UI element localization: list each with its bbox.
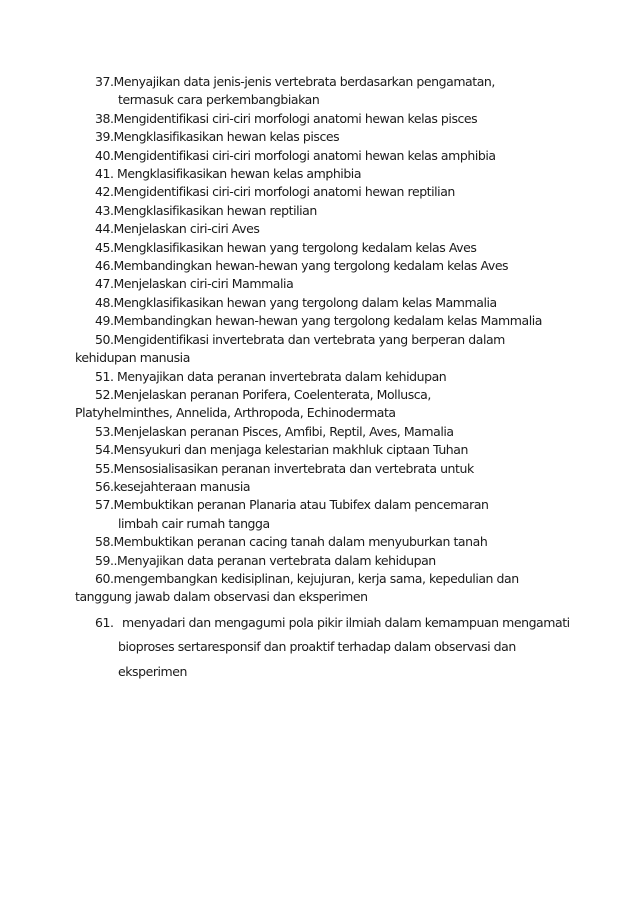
list-item-40: 40.Mengidentifikasi ciri-ciri morfologi anatomi hewan kelas amphibia — [95, 147, 496, 163]
list-item-61-continuation: bioproses sertaresponsif dan proaktif terhadap dalam observasi dan — [118, 639, 516, 655]
list-item-54: 54.Mensyukuri dan menjaga kelestarian makhluk ciptaan Tuhan — [95, 442, 468, 458]
list-item-42: 42.Mengidentifikasi ciri-ciri morfologi anatomi hewan reptilian — [95, 184, 455, 200]
list-item-58: 58.Membuktikan peranan cacing tanah dalam menyuburkan tanah — [95, 534, 488, 550]
list-item-56: 56.kesejahteraan manusia — [95, 478, 251, 494]
list-item-51: 51. Menyajikan data peranan invertebrata dalam kehidupan — [95, 368, 447, 384]
list-item-47: 47.Menjelaskan ciri-ciri Mammalia — [95, 276, 294, 292]
list-item-46: 46.Membandingkan hewan-hewan yang tergolong kedalam kelas Aves — [95, 258, 509, 274]
list-item-41: 41. Mengklasifikasikan hewan kelas amphibia — [95, 166, 362, 182]
list-item-52: 52.Menjelaskan peranan Porifera, Coelenterata, Mollusca, — [95, 386, 431, 402]
list-item-57: 57.Membuktikan peranan Planaria atau Tubifex dalam pencemaran — [95, 497, 489, 513]
competency-list — [0, 73, 638, 684]
list-item-44: 44.Menjelaskan ciri-ciri Aves — [95, 221, 260, 237]
list-item-61-number: 61. — [95, 614, 114, 630]
list-item-61-text: menyadari dan mengagumi pola pikir ilmiah dalam kemampuan mengamati — [122, 614, 570, 630]
list-item-39: 39.Mengklasifikasikan hewan kelas pisces — [95, 129, 340, 145]
list-item-59: 59..Menyajikan data peranan vertebrata dalam kehidupan — [95, 552, 436, 568]
list-item-38: 38.Mengidentifikasi ciri-ciri morfologi anatomi hewan kelas pisces — [95, 110, 478, 126]
list-item-52-continuation: Platyhelminthes, Annelida, Arthropoda, Echinodermata — [75, 405, 396, 421]
list-item-61-continuation: eksperimen — [118, 663, 187, 679]
list-item-53: 53.Menjelaskan peranan Pisces, Amfibi, Reptil, Aves, Mamalia — [95, 423, 454, 439]
list-item-37: 37.Menyajikan data jenis-jenis vertebrata berdasarkan pengamatan, — [95, 74, 495, 89]
list-item-50-continuation: kehidupan manusia — [75, 350, 190, 366]
list-item-60: 60.mengembangkan kedisiplinan, kejujuran, kerja sama, kepedulian dan — [95, 570, 519, 586]
list-item-60-continuation: tanggung jawab dalam observasi dan eksperimen — [75, 589, 368, 605]
list-item-49: 49.Membandingkan hewan-hewan yang tergolong kedalam kelas Mammalia — [95, 313, 542, 329]
list-item-45: 45.Mengklasifikasikan hewan yang tergolong kedalam kelas Aves — [95, 239, 477, 255]
list-item-37-continuation: termasuk cara perkembangbiakan — [118, 92, 320, 108]
list-item-50: 50.Mengidentifikasi invertebrata dan vertebrata yang berperan dalam — [95, 331, 505, 347]
list-item-48: 48.Mengklasifikasikan hewan yang tergolong dalam kelas Mammalia — [95, 294, 497, 310]
list-item-43: 43.Mengklasifikasikan hewan reptilian — [95, 202, 317, 218]
list-item-55: 55.Mensosialisasikan peranan invertebrata dan vertebrata untuk — [95, 460, 474, 476]
list-item-57-continuation: limbah cair rumah tangga — [118, 515, 270, 531]
list-item-61 — [0, 611, 638, 636]
